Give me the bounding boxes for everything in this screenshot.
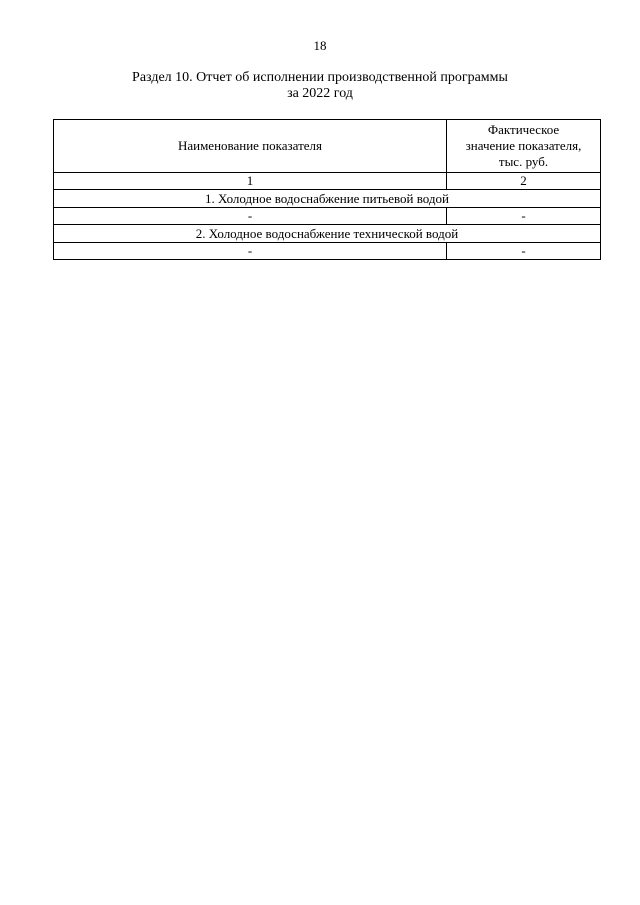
cell-indicator-name: - (54, 208, 447, 225)
column-number-2: 2 (447, 173, 601, 190)
section-title-line-1: Раздел 10. Отчет об исполнении производственной программы (132, 70, 508, 85)
header-actual-value (447, 120, 601, 173)
table-row (54, 208, 601, 225)
report-table (53, 119, 601, 260)
header-indicator-name: Наименование показателя (54, 120, 447, 173)
section-title (0, 70, 640, 102)
group-title-technical-water: 2. Холодное водоснабжение технической водой (54, 225, 601, 243)
table-header-row (54, 120, 601, 173)
column-number-row (54, 173, 601, 190)
group-row (54, 190, 601, 208)
cell-actual-value: - (447, 208, 601, 225)
cell-indicator-name: - (54, 243, 447, 260)
header-actual-value-line-2: значение показателя, (465, 138, 582, 153)
page-number: 18 (313, 38, 327, 53)
header-actual-value-line-3: тыс. руб. (498, 154, 549, 169)
table-row (54, 243, 601, 260)
section-title-line-2: за 2022 год (287, 86, 353, 101)
cell-actual-value: - (447, 243, 601, 260)
header-actual-value-line-1: Фактическое (487, 122, 560, 137)
group-row (54, 225, 601, 243)
column-number-1: 1 (54, 173, 447, 190)
group-title-drinking-water: 1. Холодное водоснабжение питьевой водой (54, 190, 601, 208)
